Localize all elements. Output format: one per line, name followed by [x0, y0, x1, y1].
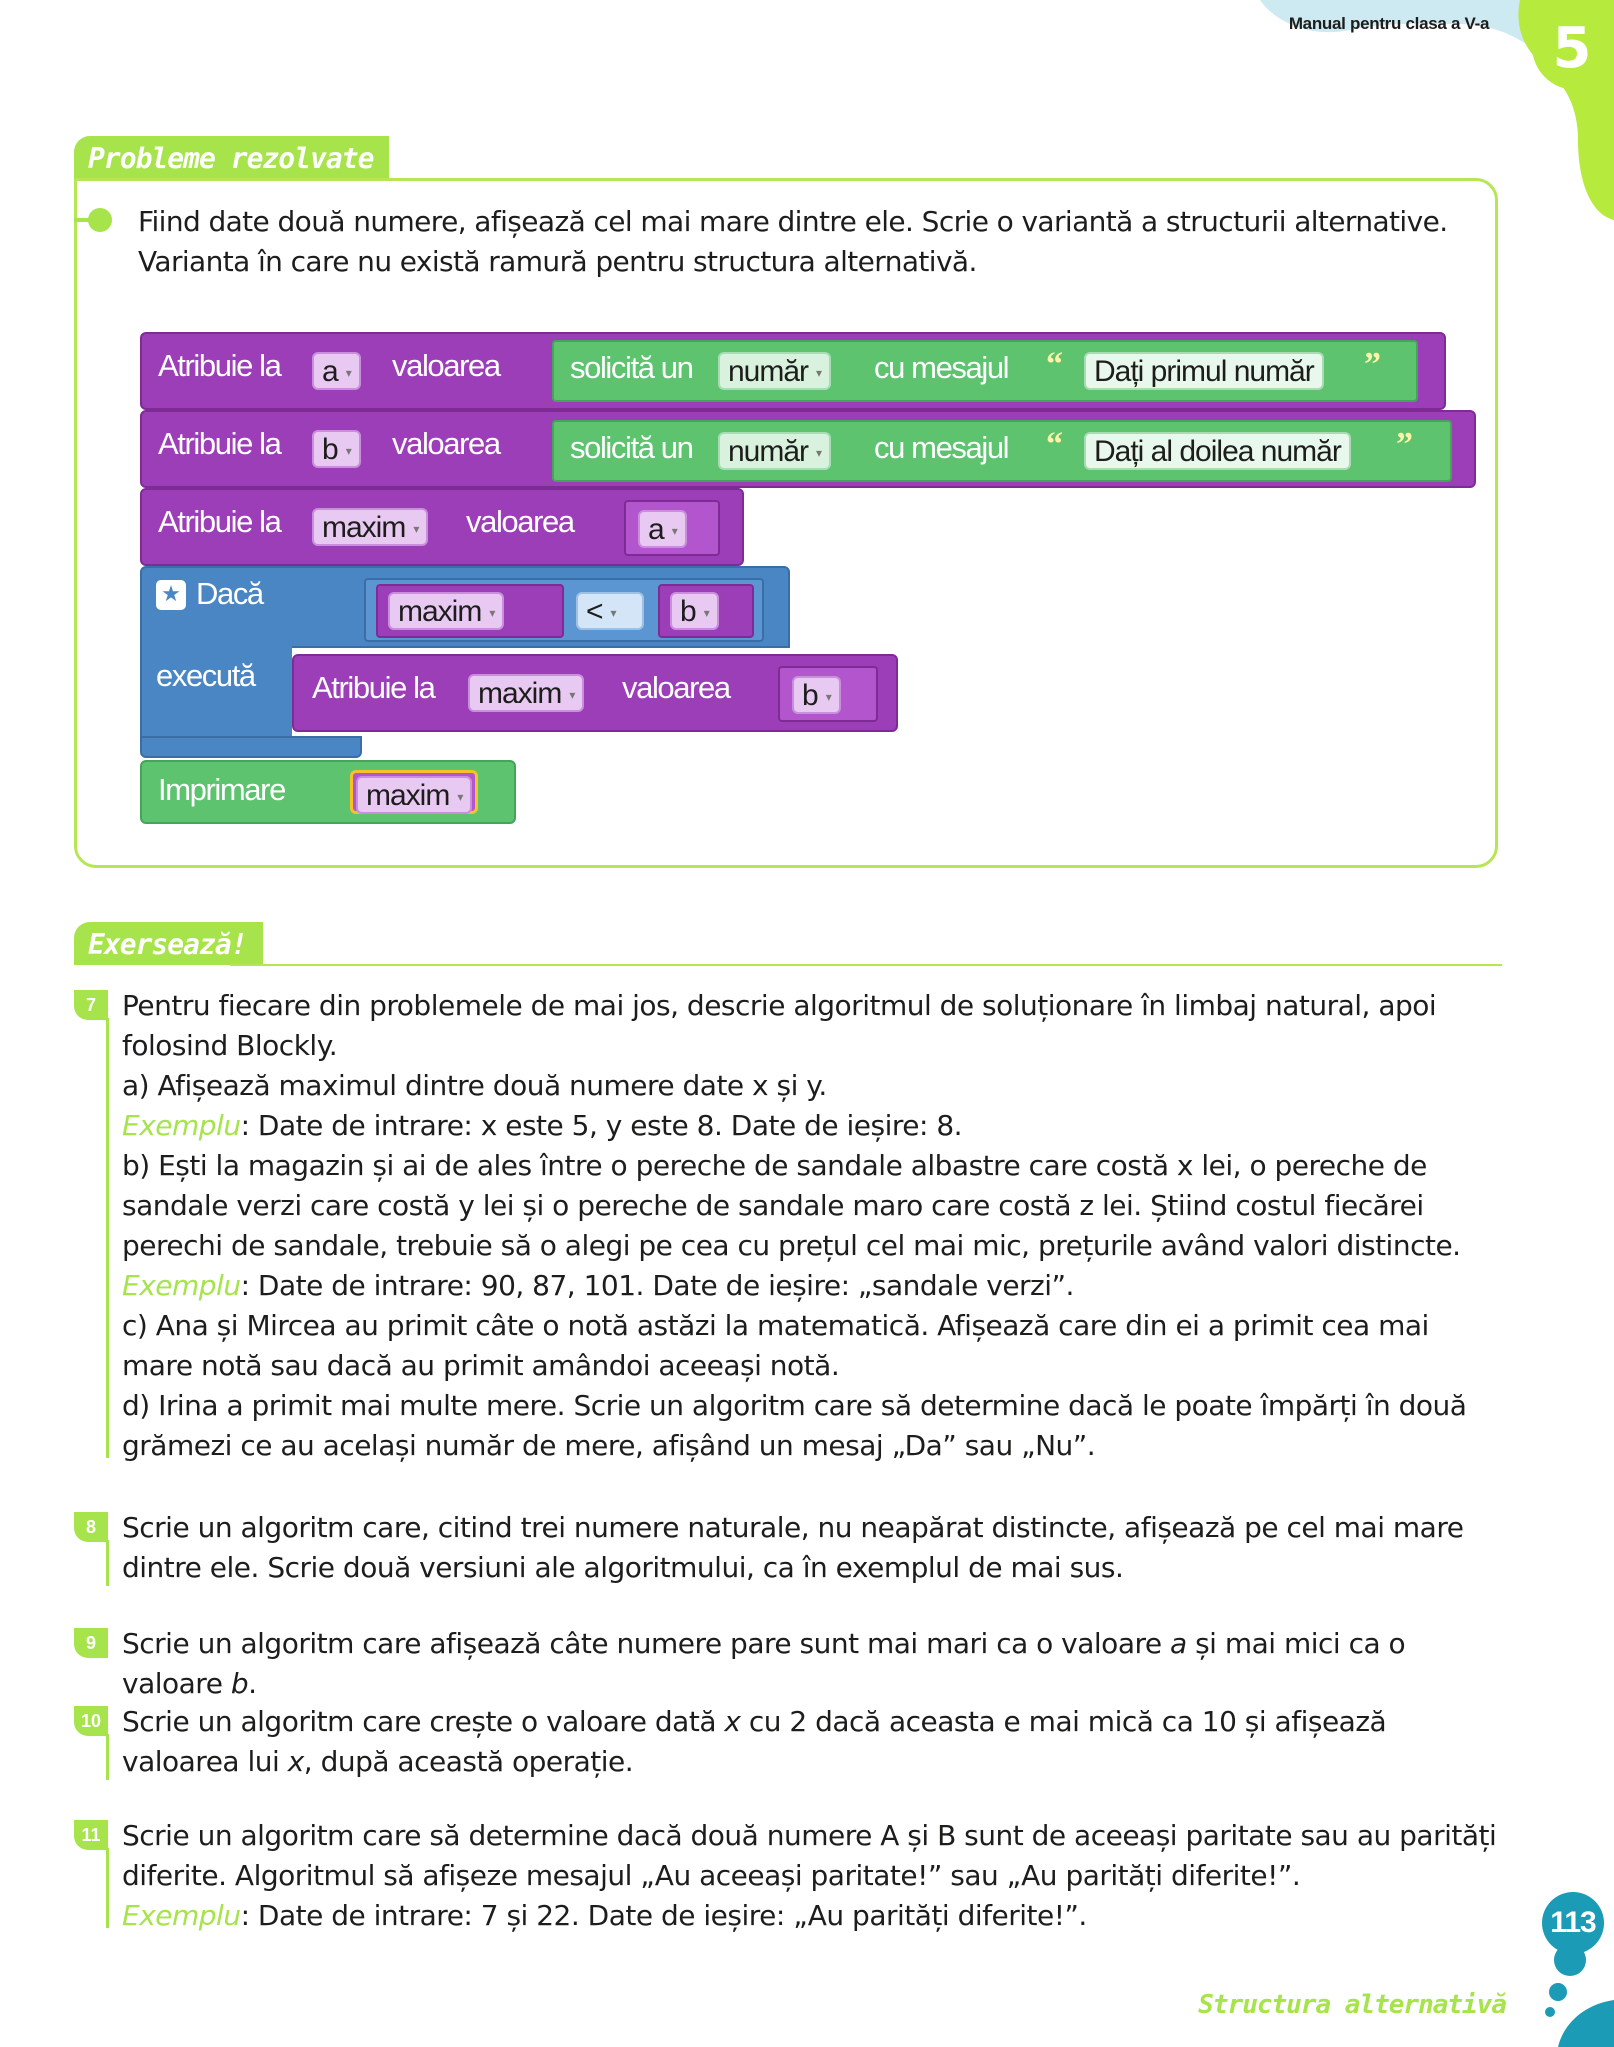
assign-label: Atribuie la — [158, 426, 281, 461]
print-value-slot — [350, 770, 478, 814]
exercise-11-text: Scrie un algoritm care să determine dacă două numere A și B sunt de aceeași paritate sau au parități diferite. Algoritmul să afișeze mesajul „Au aceeași paritate!” sau „Au parități diferite!”. — [122, 1819, 1497, 1892]
page-number: 113 — [1542, 1892, 1604, 1954]
close-quote-2: ” — [1396, 426, 1413, 463]
exercise-number-9: 9 — [74, 1628, 108, 1658]
do-label: execută — [156, 658, 255, 693]
blockly-program — [138, 328, 1478, 828]
message-text-2[interactable]: Dați al doilea număr — [1084, 432, 1351, 470]
var-dropdown-maxim-compare[interactable]: maxim ▾ — [388, 592, 504, 630]
if-block-bottom — [140, 736, 362, 758]
var-dropdown-maxim[interactable]: maxim ▾ — [312, 508, 428, 546]
intro-marker-dot — [88, 208, 112, 232]
if-label: Dacă — [196, 576, 263, 611]
var-dropdown-maxim-inner[interactable]: maxim ▾ — [468, 674, 584, 712]
value-label: valoarea — [392, 426, 500, 461]
var-dropdown-b[interactable]: b ▾ — [312, 430, 361, 468]
solved-problems-tab: Probleme rezolvate — [74, 136, 389, 179]
exercise-7-c: c) Ana și Mircea au primit câte o notă astăzi la matematică. Afișează care din ei a primit cea mai mare notă sau dacă au primit amândoi aceeași notă. — [122, 1309, 1429, 1382]
exercise-rail — [106, 1540, 109, 1586]
exercise-7-a: a) Afișează maximul dintre două numere date x și y. — [122, 1069, 827, 1102]
message-text-1[interactable]: Dați primul număr — [1084, 352, 1324, 390]
problem-line-2: Varianta în care nu există ramură pentru structura alternativă. — [138, 245, 977, 278]
problem-statement — [138, 202, 1478, 282]
exercise-7-a-example: Exemplu: Date de intrare: x este 5, y este 8. Date de ieșire: 8. — [122, 1109, 963, 1142]
print-label: Imprimare — [158, 772, 285, 807]
exercise-rail — [106, 1018, 109, 1458]
open-quote-1: “ — [1046, 346, 1063, 383]
chapter-title: Structura alternativă — [1198, 1990, 1506, 2020]
exercise-number-8: 8 — [74, 1512, 108, 1542]
exercise-number-11: 11 — [74, 1820, 108, 1850]
exercise-7-b: b) Ești la magazin și ai de ales între o pereche de sandale albastre care costă x lei, o pereche de sandale verzi care costă y lei și o pereche de sandale maro care costă z lei. Știind costul fiecărei perechi de sandale, trebuie să o alegi pe cea cu prețul cel mai mic, prețurile având valori distincte. — [122, 1149, 1461, 1262]
value-label: valoarea — [392, 348, 500, 383]
assign-label: Atribuie la — [158, 504, 281, 539]
exercise-7-body — [122, 986, 1502, 1466]
var-dropdown-maxim-print[interactable]: maxim ▾ — [356, 776, 472, 814]
exercise-rail — [106, 1734, 109, 1780]
exercises-divider — [230, 964, 1502, 966]
operator-dropdown[interactable]: < ▾ — [576, 592, 644, 630]
var-dropdown-a[interactable]: a ▾ — [312, 352, 361, 390]
gear-icon[interactable]: ★ — [156, 580, 186, 610]
var-dropdown-a-value[interactable]: a ▾ — [638, 510, 687, 548]
exercise-11-example: Exemplu: Date de intrare: 7 și 22. Date de ieșire: „Au parități diferite!”. — [122, 1899, 1087, 1932]
type-dropdown-2[interactable]: număr ▾ — [718, 432, 831, 470]
message-label: cu mesajul — [874, 350, 1009, 385]
exercise-7-intro: Pentru fiecare din problemele de mai jos, descrie algoritmul de soluționare în limbaj natural, apoi folosind Blockly. — [122, 989, 1437, 1062]
exercise-8-text: Scrie un algoritm care, citind trei numere naturale, nu neapărat distincte, afișează pe cel mai mare dintre ele. Scrie două versiuni ale algoritmului, ca în exemplul de mai sus. — [122, 1511, 1464, 1584]
book-title: Manual pentru clasa a V-a — [1288, 14, 1490, 33]
value-label: valoarea — [622, 670, 730, 705]
problem-line-1: Fiind date două numere, afișează cel mai mare dintre ele. Scrie o variantă a structurii alternative. — [138, 205, 1448, 238]
exercise-rail — [106, 1848, 109, 1928]
prompt-label: solicită un — [570, 350, 693, 385]
open-quote-2: “ — [1046, 426, 1063, 463]
value-label: valoarea — [466, 504, 574, 539]
var-dropdown-b-compare[interactable]: b ▾ — [670, 592, 719, 630]
exercise-10-text: Scrie un algoritm care crește o valoare dată x cu 2 dacă aceasta e mai mică ca 10 și afișează valoarea lui x, după această operație. — [122, 1705, 1387, 1778]
prompt-label: solicită un — [570, 430, 693, 465]
exercise-11-body — [122, 1816, 1502, 1936]
assign-label: Atribuie la — [158, 348, 281, 383]
exercises-tab: Exersează! — [74, 922, 263, 965]
exercise-7-b-example: Exemplu: Date de intrare: 90, 87, 101. Date de ieșire: „sandale verzi”. — [122, 1269, 1074, 1302]
exercise-number-7: 7 — [74, 990, 108, 1020]
type-dropdown-1[interactable]: număr ▾ — [718, 352, 831, 390]
assign-label: Atribuie la — [312, 670, 435, 705]
close-quote-1: ” — [1364, 346, 1381, 383]
exercise-number-10: 10 — [74, 1706, 108, 1736]
chapter-number: 5 — [1552, 16, 1592, 81]
message-label: cu mesajul — [874, 430, 1009, 465]
exercise-9-text: Scrie un algoritm care afișează câte numere pare sunt mai mari ca o valoare a și mai mici ca o valoare b. — [122, 1627, 1406, 1700]
var-dropdown-b-inner[interactable]: b ▾ — [792, 676, 841, 714]
exercise-7-d: d) Irina a primit mai multe mere. Scrie un algoritm care să determine dacă le poate împărți în două grămezi ce au același număr de mere, afișând un mesaj „Da” sau „Nu”. — [122, 1389, 1467, 1462]
